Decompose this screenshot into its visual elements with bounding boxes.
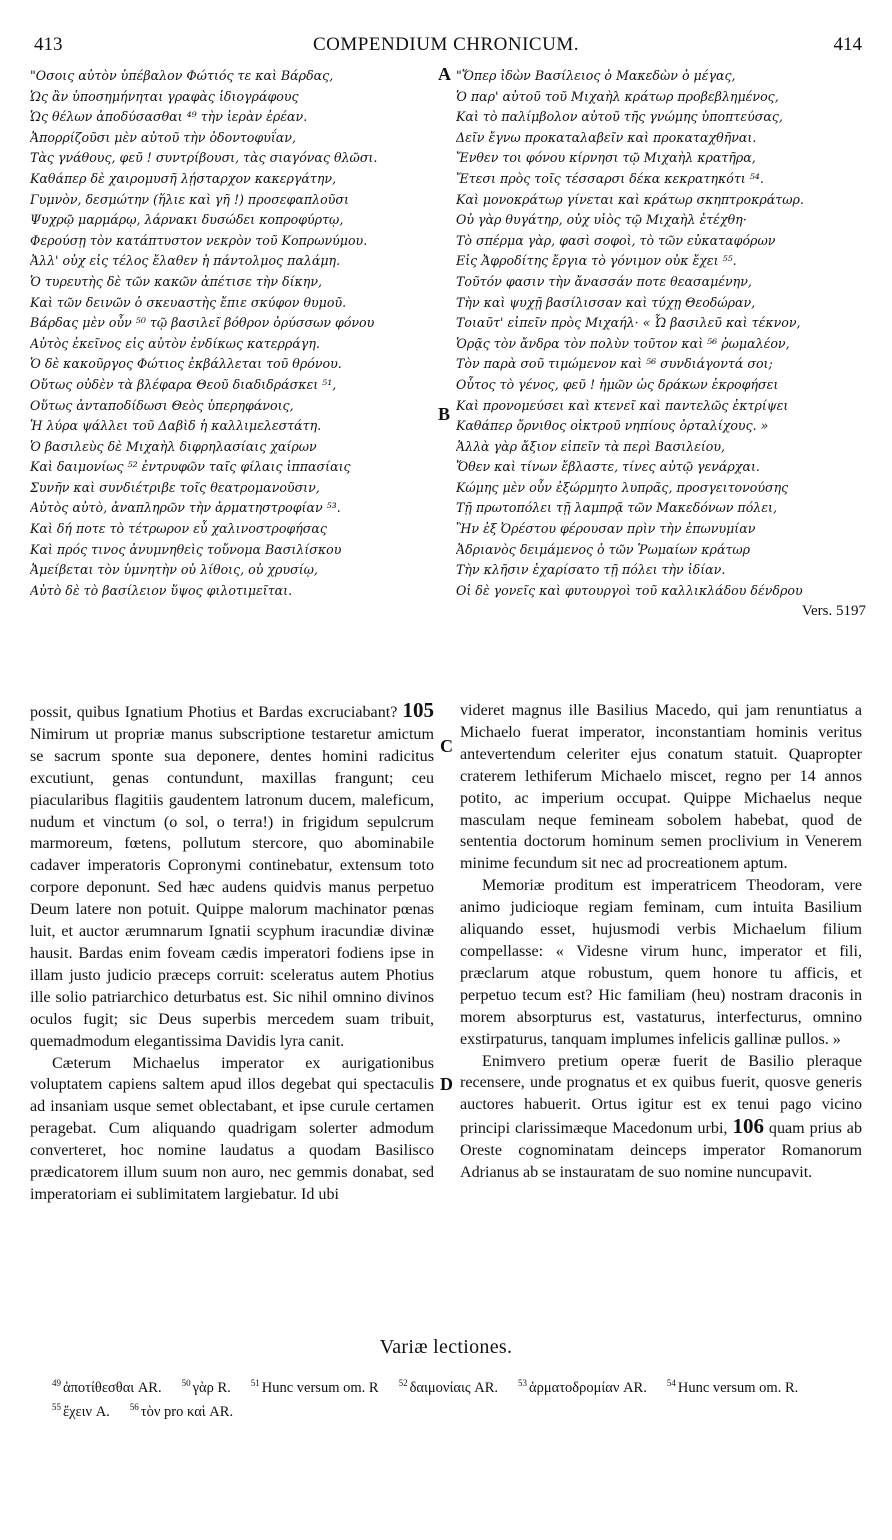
variant-note <box>518 1374 647 1398</box>
paragraph-text: quam prius ab Oreste cognominatam deinceps imperator Romanorum Adrianus ab se instauratam de suo nomine nuncupavit. <box>460 1120 862 1182</box>
verse-line: Καὶ δαιμονίως ⁵² ἐντρυφῶν ταῖς φίλαις ἱππασίαις <box>30 459 351 475</box>
verse-line: Ἡ λύρα ψάλλει τοῦ Δαβὶδ ἡ καλλιμελεστάτη. <box>30 418 322 434</box>
greek-verse-left-column <box>30 66 434 686</box>
verse-line: Οὐ γὰρ θυγάτηρ, οὐχ υἱὸς τῷ Μιχαὴλ ἐτέχθη· <box>456 212 747 228</box>
variant-note <box>182 1374 231 1398</box>
verse-line: Τὴν καὶ ψυχῇ βασίλισσαν καὶ τύχῃ Θεοδώραν, <box>456 294 756 310</box>
note-number: 56 <box>129 1401 139 1412</box>
verse-line: Καθάπερ δὲ χαιρομυσῆ λῄσταρχον κακεργάτην, <box>30 170 337 186</box>
page-number-left: 413 <box>34 34 63 55</box>
note-text: δαιμονίαις AR. <box>409 1379 499 1396</box>
verse-line: Ὡς θέλων ἀποδύσασθαι ⁴⁹ τὴν ἱερὰν ἐρέαν. <box>30 109 308 125</box>
latin-paragraph <box>30 700 434 1053</box>
verse-line: Καὶ προνομεύσει καὶ κτενεῖ καὶ παντελῶς ἐκτρίψει <box>456 397 789 413</box>
paragraph-text: Nimirum ut propriæ manus subscriptione testaretur amictum se sacrum sponte sua deponere, dentes homini radicitus excutiunt, genas contundunt, maxillas frangunt; ceu piacularibus flagitiis gaudentem latronum ducem, maleficum, nudum et vinctum (o sol, o terra!) in frigidum sepulcrum marmoreum, fœtens, pollutum stercore, quo abominabile cadaver imperatoris Copronymi continebatur, extensum toto corpore deponunt. Sed hæc audens quidvis manus perpetuo Deum latere non potuit. Quippe malorum machinator pœnas luit, et auctor ærumnarum Ignatii scyphum iracundiæ divinæ hausit. Bardas enim foveam cædis imperatori fodiens ipse in illam justo judicio præceps corruit: sceleratus autem Photius ille solio patriarchico deturbatus est. Sic nihil omnino divinos oculos fugit; sic Deus superbis mercedem suam tribuit, quemadmodum elegantissima Davidis lyra canit. <box>30 725 434 1050</box>
margin-marker-b: B <box>438 404 451 424</box>
page-header <box>0 34 892 60</box>
verse-line: Ὁ δὲ κακοῦργος Φώτιος ἐκβάλλεται τοῦ θρόνου. <box>30 356 342 372</box>
verse-line: Οἱ δὲ γονεῖς καὶ φυτουργοὶ τοῦ καλλικλάδου δένδρου <box>456 582 803 598</box>
section-number: 106 <box>732 1114 764 1139</box>
verse-line: Ὅθεν καὶ τίνων ἔβλαστε, τίνες αὐτῷ γενάρχαι. <box>456 459 760 475</box>
verse-reference: Vers. 5197 <box>801 603 866 620</box>
paragraph-text: possit, quibus Ignatium Photius et Bardas excruciabant? <box>30 704 398 721</box>
verse-line: Ἔνθεν τοι φόνου κίρνησι τῷ Μιχαὴλ κρατῆρα, <box>456 150 756 166</box>
verse-line: Ὡς ἂν ὑποσημήνηται γραφὰς ἰδιογράφους <box>30 88 299 104</box>
latin-paragraph: Memoriæ proditum est imperatricem Theodoram, vere animo judicioque regiam feminam, cum intuita Basilium aliquando esset, hujusmodi verbis Michaelum filium compellasse: « Videsne virum hunc, imperator et fili, præclarum atque robustum, quem honore tu afficis, et perpetuo tecum est? Hic familiam (heu) nostram draconis in morem absorpturus est, vastaturus, interfecturus, omnino exstirpaturus, tanquam implumes infelicis gallinæ pullos. » <box>460 877 862 1048</box>
verse-line: Τὸ σπέρμα γὰρ, φασὶ σοφοὶ, τὸ τῶν εὐκαταφόρων <box>456 232 776 248</box>
verse-line: Ἀπορρίζοῦσι μὲν αὐτοῦ τὴν ὀδοντοφυΐαν, <box>30 129 296 145</box>
verse-line: Ὁ τυρευτὴς δὲ τῶν κακῶν ἀπέτισε τὴν δίκην, <box>30 273 322 289</box>
verse-line: Καὶ δή ποτε τὸ τέτρωρον εὖ χαλινοστροφήσας <box>30 521 327 537</box>
note-number: 51 <box>250 1378 260 1388</box>
verse-line: Ἀλλὰ γὰρ ἄξιον εἰπεῖν τὰ περὶ Βασιλείου, <box>456 438 726 454</box>
variant-note <box>667 1374 798 1398</box>
variant-note <box>251 1374 379 1398</box>
verse-line: Φερούσῃ τὸν κατάπτυστον νεκρὸν τοῦ Κοπρωνύμου. <box>30 232 368 248</box>
verse-line: Δεῖν ἔγνω προκαταλαβεῖν καὶ προκαταχθῆναι. <box>456 129 757 145</box>
latin-paragraph: videret magnus ille Basilius Macedo, qui jam renuntiatus a Michaelo fuerat imperator, inconstantiam hominis veritus antevertendum celeriter ejus conatum statuit. Quapropter craterem lethiferum Michaelo miscet, regno per 14 annos potito, ac imperium occupat. Quippe Michaelus neque masculam neque femineam sobolem habebat, quod de sententia doctorum hominum semen proclivium in Venerem minime fecundum sit nec ad procreationem aptum. <box>460 702 862 873</box>
verse-line: "Οσοις αὐτὸν ὑπέβαλον Φώτιός τε καὶ Βάρδας, <box>30 68 334 83</box>
note-number: 55 <box>52 1401 61 1412</box>
verse-line: Καὶ πρός τινος ἀνυμνηθεὶς τοὔνομα Βασιλίσκου <box>30 541 342 557</box>
verse-line: Εἰς Ἀφροδίτης ἔργια τὸ γόνιμον οὐκ ἔχει ⁵⁵. <box>456 253 737 269</box>
verse-line: Βάρδας μὲν οὖν ⁵⁰ τῷ βασιλεῖ βόθρον ὀρύσσων φόνου <box>30 315 375 331</box>
verse-line: Ὁ βασιλεὺς δὲ Μιχαὴλ διφρηλασίαις χαίρων <box>30 438 317 454</box>
verse-line: Ὁ παρ' αὐτοῦ τοῦ Μιχαὴλ κράτωρ προβεβλημένος, <box>456 88 779 104</box>
note-number: 53 <box>518 1378 528 1388</box>
verse-line: Ἀδριανὸς δειμάμενος ὁ τῶν Ῥωμαίων κράτωρ <box>456 541 751 557</box>
margin-marker-c: C <box>440 736 453 756</box>
verse-line: Ἣν ἐξ Ὀρέστου φέρουσαν πρὶν τὴν ἐπωνυμίαν <box>456 521 756 537</box>
verse-line: Καθάπερ ὄρνιθος οἰκτροῦ νηπίους ὀρταλίχους. » <box>456 418 769 434</box>
variae-lectiones-heading: Variæ lectiones. <box>379 1336 513 1358</box>
variant-note <box>130 1398 233 1422</box>
note-text: γὰρ R. <box>192 1379 231 1396</box>
verse-line: Τῇ πρωτοπόλει τῇ λαμπρᾷ τῶν Μακεδόνων πόλει, <box>456 500 777 516</box>
verse-line: Ἀμείβεται τὸν ὑμνητὴν οὐ λίθοις, οὐ χρυσίῳ, <box>30 562 318 578</box>
verse-line: Αὐτὸ δὲ τὸ βασίλειον ὕψος φιλοτιμεῖται. <box>30 582 293 598</box>
verse-line: Αὐτὸς αὐτὸ, ἀναπληρῶν τὴν ἁρματηστροφίαν ⁵³. <box>30 500 341 516</box>
verse-line: Ψυχρῷ μαρμάρῳ, λάρνακι δυσώδει κοπροφύρτῳ, <box>30 212 344 228</box>
verse-line: Καὶ μονοκράτωρ γίνεται καὶ κράτωρ σκηπτροκράτωρ. <box>456 191 804 207</box>
paragraph-text: Enimvero pretium operæ fuerit de Basilio pleraque recensere, unde prognatus et ex quibus fuerit, quosve generis auctores habuerit. Ortus igitur est ex tenui pago vicino principi clarissimæque Macedonum urbi, <box>460 1052 862 1138</box>
verse-line: Καὶ τὸ παλίμβολον αὐτοῦ τῆς γνώμης ὑποπτεύσας, <box>456 109 783 125</box>
verse-line: Ἀλλ' οὐχ εἰς τέλος ἔλαθεν ἡ πάντολμος παλάμη. <box>30 253 341 269</box>
verse-line: Τοιαῦτ' εἰπεῖν πρὸς Μιχαήλ· « Ὦ βασιλεῦ καὶ τέκνον, <box>456 315 801 331</box>
verse-line: Συνῆν καὶ συνδιέτριβε τοῖς θεατρομανοῦσιν, <box>30 479 320 495</box>
greek-verse-right-column <box>456 66 866 686</box>
note-number: 52 <box>398 1378 408 1388</box>
note-text: Hunc versum om. R. <box>677 1379 799 1396</box>
verse-line: "Ὅπερ ἰδὼν Βασίλειος ὁ Μακεδὼν ὁ μέγας, <box>456 68 736 83</box>
verse-line: Οὗτος τὸ γένος, φεῦ ! ἡμῶν ὡς δράκων ἐκροφήσει <box>456 376 779 392</box>
verse-line: Καὶ τῶν δεινῶν ὁ σκευαστὴς ἔπιε σκύφον θυμοῦ. <box>30 294 347 310</box>
note-text: τὸν pro καὶ AR. <box>140 1403 234 1420</box>
variant-note <box>52 1398 110 1422</box>
latin-paragraph <box>460 1051 862 1184</box>
verse-line: Τὰς γνάθους, φεῦ ! συντρίβουσι, τὰς σιαγόνας θλῶσι. <box>30 150 378 166</box>
note-number: 50 <box>181 1378 191 1388</box>
note-number: 54 <box>666 1378 676 1388</box>
variant-note <box>52 1374 162 1398</box>
page-number-right: 414 <box>833 34 862 55</box>
running-title: COMPENDIUM CHRONICUM. <box>313 34 579 55</box>
verse-line: Οὕτως ἀνταποδίδωσι Θεὸς ὑπερηφάνοις, <box>30 397 294 413</box>
variant-note <box>399 1374 498 1398</box>
note-number: 49 <box>52 1378 61 1388</box>
verse-line: Οὕτως οὐδὲν τὰ βλέφαρα Θεοῦ διαδιδράσκει ⁵¹, <box>30 376 337 392</box>
margin-marker-a: A <box>438 64 451 84</box>
verse-line: Αὐτὸς ἐκεῖνος εἰς αὐτὸν ἐνδίκως κατερράγη. <box>30 335 320 351</box>
verse-line: Γυμνὸν, δεσμώτην (ἥλιε καὶ γῆ !) προσεφαπλοῦσι <box>30 191 349 207</box>
note-text: Hunc versum om. R <box>261 1379 379 1396</box>
verse-line: Κώμης μὲν οὖν ἐξώρμητο λυπρᾶς, προσγειτονούσης <box>456 479 789 495</box>
latin-paragraph: Cæterum Michaelus imperator ex aurigationibus voluptatem capiens saltem apud illos degebat qui spectaculis ad insaniam usque semet oblectabant, et ipse curule certamen peragebat. Cum aliquando quadrigam solerter admodum converteret, hoc nomine laudatus a quodam Basilisco prædicatorem illum suum non auro, nec gemmis donabat, sed imperatoriam ei sublimitatem largiebatur. Id ubi <box>30 1054 434 1203</box>
note-text: ἁρματοδρομίαν AR. <box>529 1379 647 1396</box>
verse-line: Τοῦτόν φασιν τὴν ἄνασσάν ποτε θεασαμένην, <box>456 273 752 289</box>
verse-line: Ὁρᾷς τὸν ἄνδρα τὸν πολὺν τοῦτον καὶ ⁵⁶ ῥωμαλέον, <box>456 335 790 351</box>
note-text: ἔχειν A. <box>63 1403 110 1420</box>
variant-readings <box>52 1374 862 1422</box>
latin-prose-left-column <box>30 700 434 1332</box>
section-number: 105 <box>402 700 434 722</box>
verse-line: Τὴν κλῆσιν ἐχαρίσατο τῇ πόλει τὴν ἰδίαν. <box>456 562 726 578</box>
verse-line: Ἔτεσι πρὸς τοῖς τέσσαρσι δέκα κεκρατηκότι ⁵⁴. <box>456 170 764 186</box>
note-text: ἀποτίθεσθαι AR. <box>63 1379 162 1396</box>
verse-line: Τὸν παρὰ σοῦ τιμώμενον καὶ ⁵⁶ συνδιάγοντά σοι; <box>456 356 773 372</box>
margin-marker-d: D <box>440 1074 453 1094</box>
latin-prose-right-column <box>460 700 862 1332</box>
